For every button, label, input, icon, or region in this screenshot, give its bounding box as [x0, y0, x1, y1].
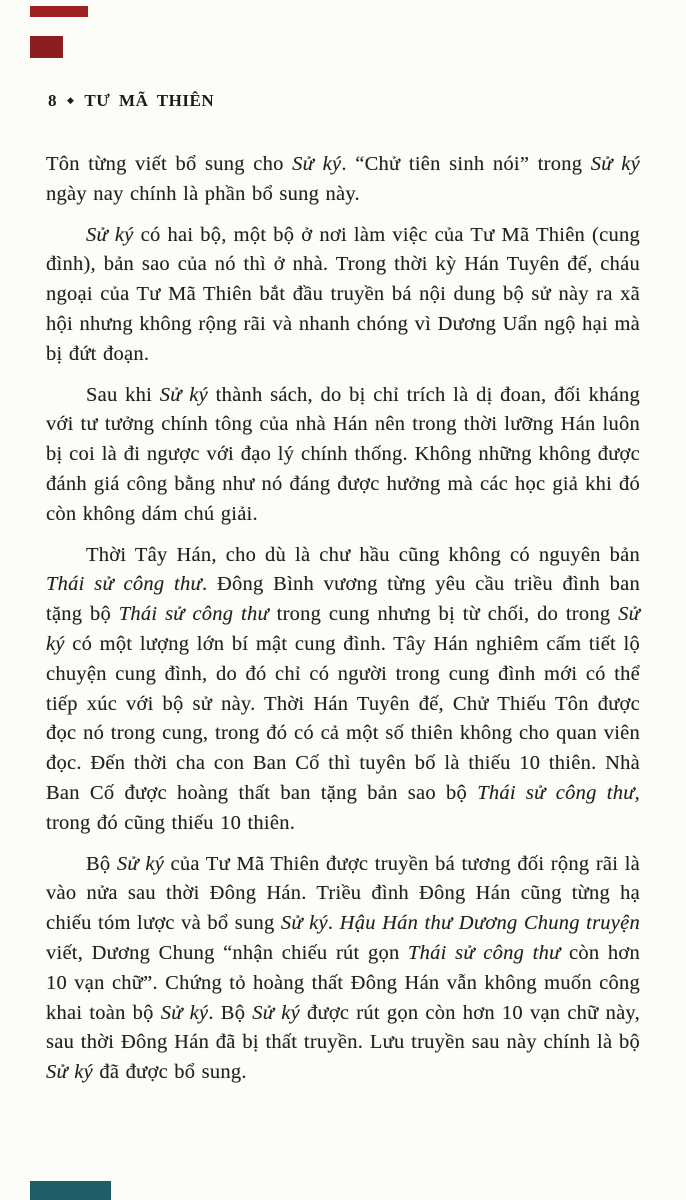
page-body	[46, 150, 640, 1099]
running-title: TƯ MÃ THIÊN	[84, 91, 215, 110]
paragraph-western-han: Thời Tây Hán, cho dù là chư hầu cũng không có nguyên bản Thái sử công thư. Đông Bình vương từng yêu cầu triều đình ban tặng bộ Thái sử công thư trong cung nhưng bị từ chối, do trong Sử ký có một lượng lớn bí mật cung đình. Tây Hán nghiêm cấm tiết lộ chuyện cung đình, do đó chỉ có người trong cung đình mới có thể tiếp xúc với bộ sử này. Thời Hán Tuyên đế, Chử Thiếu Tôn được đọc nó trong cung, trong đó có cả một số thiên không cho quan viên đọc. Đến thời cha con Ban Cố thì tuyên bố là thiếu 10 thiên. Nhà Ban Cố được hoàng thất ban tặng bản sao bộ Thái sử công thư, trong đó cũng thiếu 10 thiên.	[46, 543, 641, 834]
page-header	[48, 91, 214, 111]
scan-mark-top-square	[30, 36, 63, 58]
paragraph-two-copies: Sử ký có hai bộ, một bộ ở nơi làm việc của Tư Mã Thiên (cung đình), bản sao của nó thì ở nhà. Trong thời kỳ Hán Tuyên đế, cháu ngoại của Tư Mã Thiên bắt đầu truyền bá nội dung bộ sử này ra xã hội nhưng không rộng rãi và nhanh chóng vì Dương Uẩn ngộ hại mà bị đứt đoạn.	[46, 223, 640, 365]
scan-mark-bottom-bar	[30, 1181, 111, 1200]
scan-mark-top-bar	[30, 6, 88, 17]
diamond-separator-icon: ◆	[67, 96, 75, 106]
page-number: 8	[48, 91, 57, 110]
paragraph-criticism: Sau khi Sử ký thành sách, do bị chỉ trích là dị đoan, đối kháng với tư tưởng chính tông của nhà Hán nên trong thời lưỡng Hán luôn bị coi là đi ngược với đạo lý chính thống. Không những không được đánh giá công bằng như nó đáng được hưởng mà các học giả khi đó còn không dám chú giải.	[46, 383, 640, 525]
paragraph-eastern-han: Bộ Sử ký của Tư Mã Thiên được truyền bá tương đối rộng rãi là vào nửa sau thời Đông Hán. Triều đình Đông Hán cũng từng hạ chiếu tóm lược và bổ sung Sử ký. Hậu Hán thư Dương Chung truyện viết, Dương Chung “nhận chiếu rút gọn Thái sử công thư còn hơn 10 vạn chữ”. Chứng tỏ hoàng thất Đông Hán vẫn không muốn công khai toàn bộ Sử ký. Bộ Sử ký được rút gọn còn hơn 10 vạn chữ này, sau thời Đông Hán đã bị thất truyền. Lưu truyền sau này chính là bộ Sử ký đã được bổ sung.	[46, 852, 640, 1084]
paragraph-continuation: Tôn từng viết bổ sung cho Sử ký. “Chử tiên sinh nói” trong Sử ký ngày nay chính là phần bổ sung này.	[46, 153, 640, 205]
